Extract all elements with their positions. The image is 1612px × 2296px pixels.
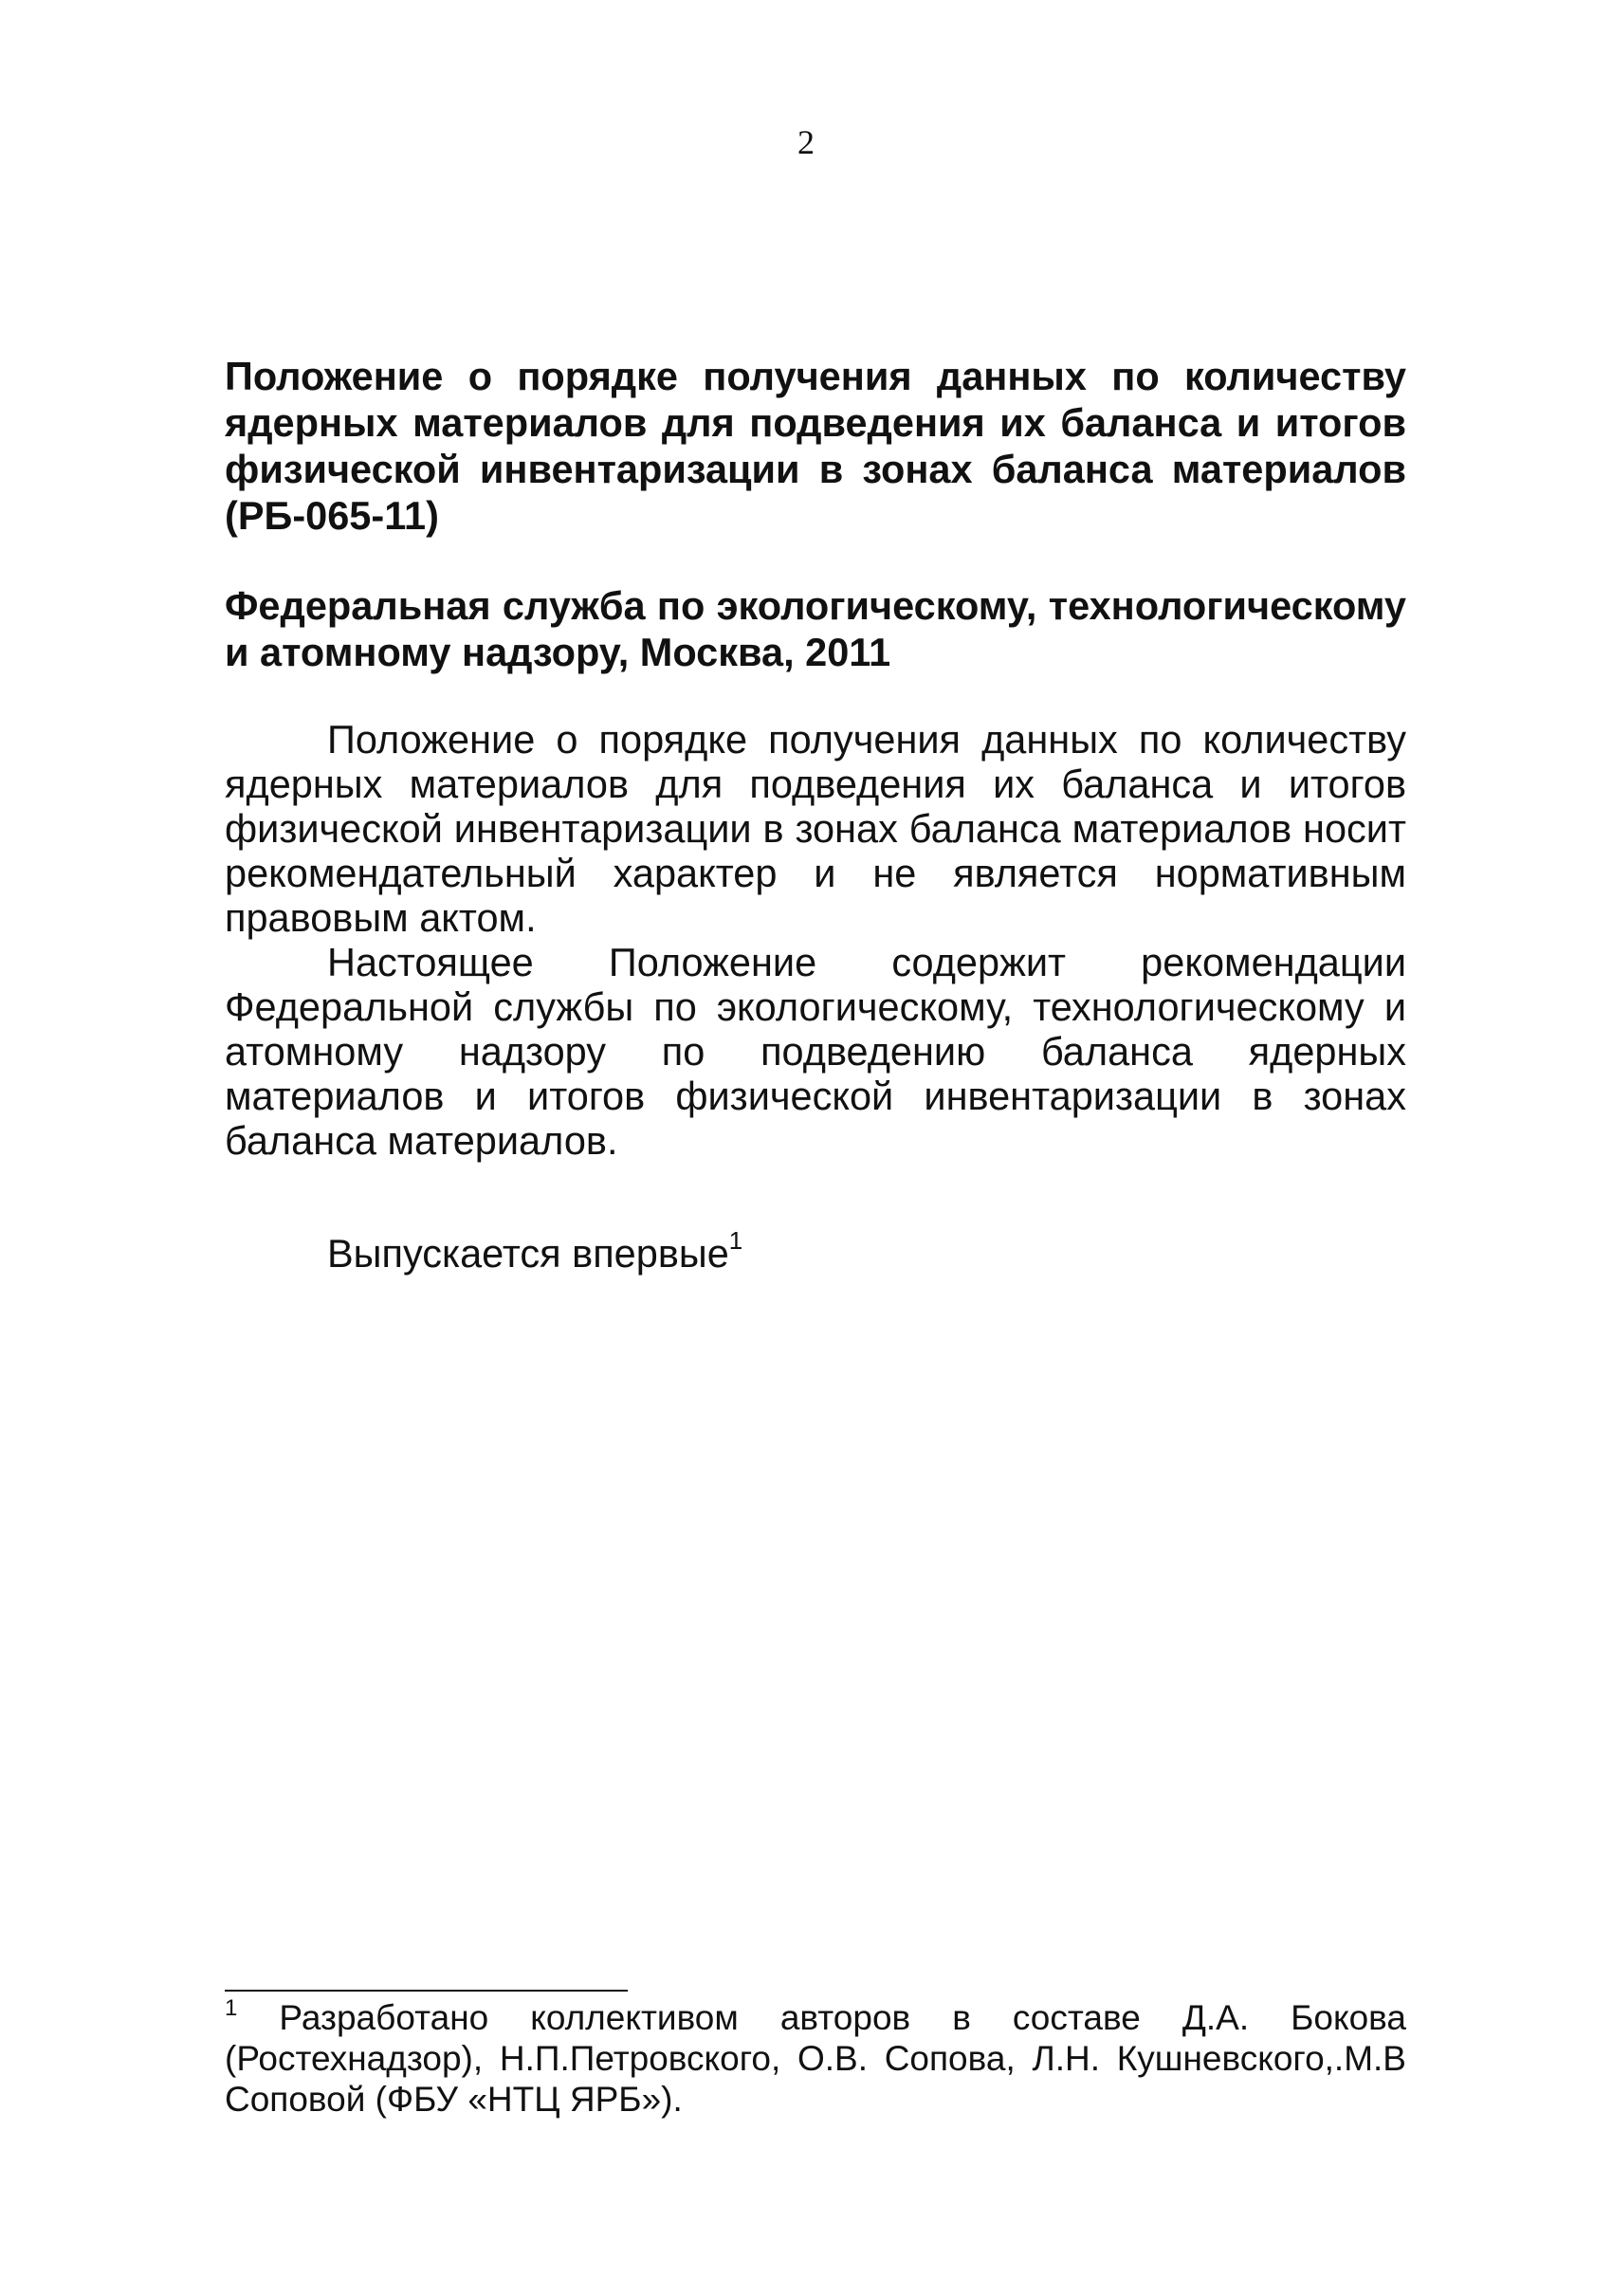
page-number: 2 <box>797 123 815 161</box>
document-title: Положение о порядке получения данных по количеству ядерных материалов для подведения их баланса и итогов физической инвентаризации в зонах баланса материалов (РБ-065-11) <box>225 354 1406 538</box>
edition-text: Выпускается впервые <box>327 1231 729 1276</box>
footnote-marker: 1 <box>225 1994 238 2021</box>
footnote-reference: 1 <box>728 1226 743 1256</box>
footnote-separator <box>225 1990 628 1992</box>
edition-note <box>327 1226 743 1276</box>
body-paragraph-status: Положение о порядке получения данных по количеству ядерных материалов для подведения их баланса и итогов физической инвентаризации в зонах баланса материалов носит рекомендательный характер и не является нормативным правовым актом. <box>225 717 1406 940</box>
document-body <box>225 717 1406 1163</box>
footnote <box>225 1994 1407 2120</box>
footnote-text: Разработано коллективом авторов в составе Д.А. Бокова (Ростехнадзор), Н.П.Петровского, О.В. Сопова, Л.Н. Кушневского,.М.В Соповой (ФБУ «НТЦ ЯРБ»). <box>225 1998 1407 2119</box>
body-paragraph-scope: Настоящее Положение содержит рекомендации Федеральной службы по экологическому, технологическому и атомному надзору по подведению баланса ядерных материалов и итогов физической инвентаризации в зонах баланса материалов. <box>225 940 1406 1163</box>
document-publisher: Федеральная служба по экологическому, технологическому и атомному надзору, Москва, 2011 <box>225 583 1406 674</box>
